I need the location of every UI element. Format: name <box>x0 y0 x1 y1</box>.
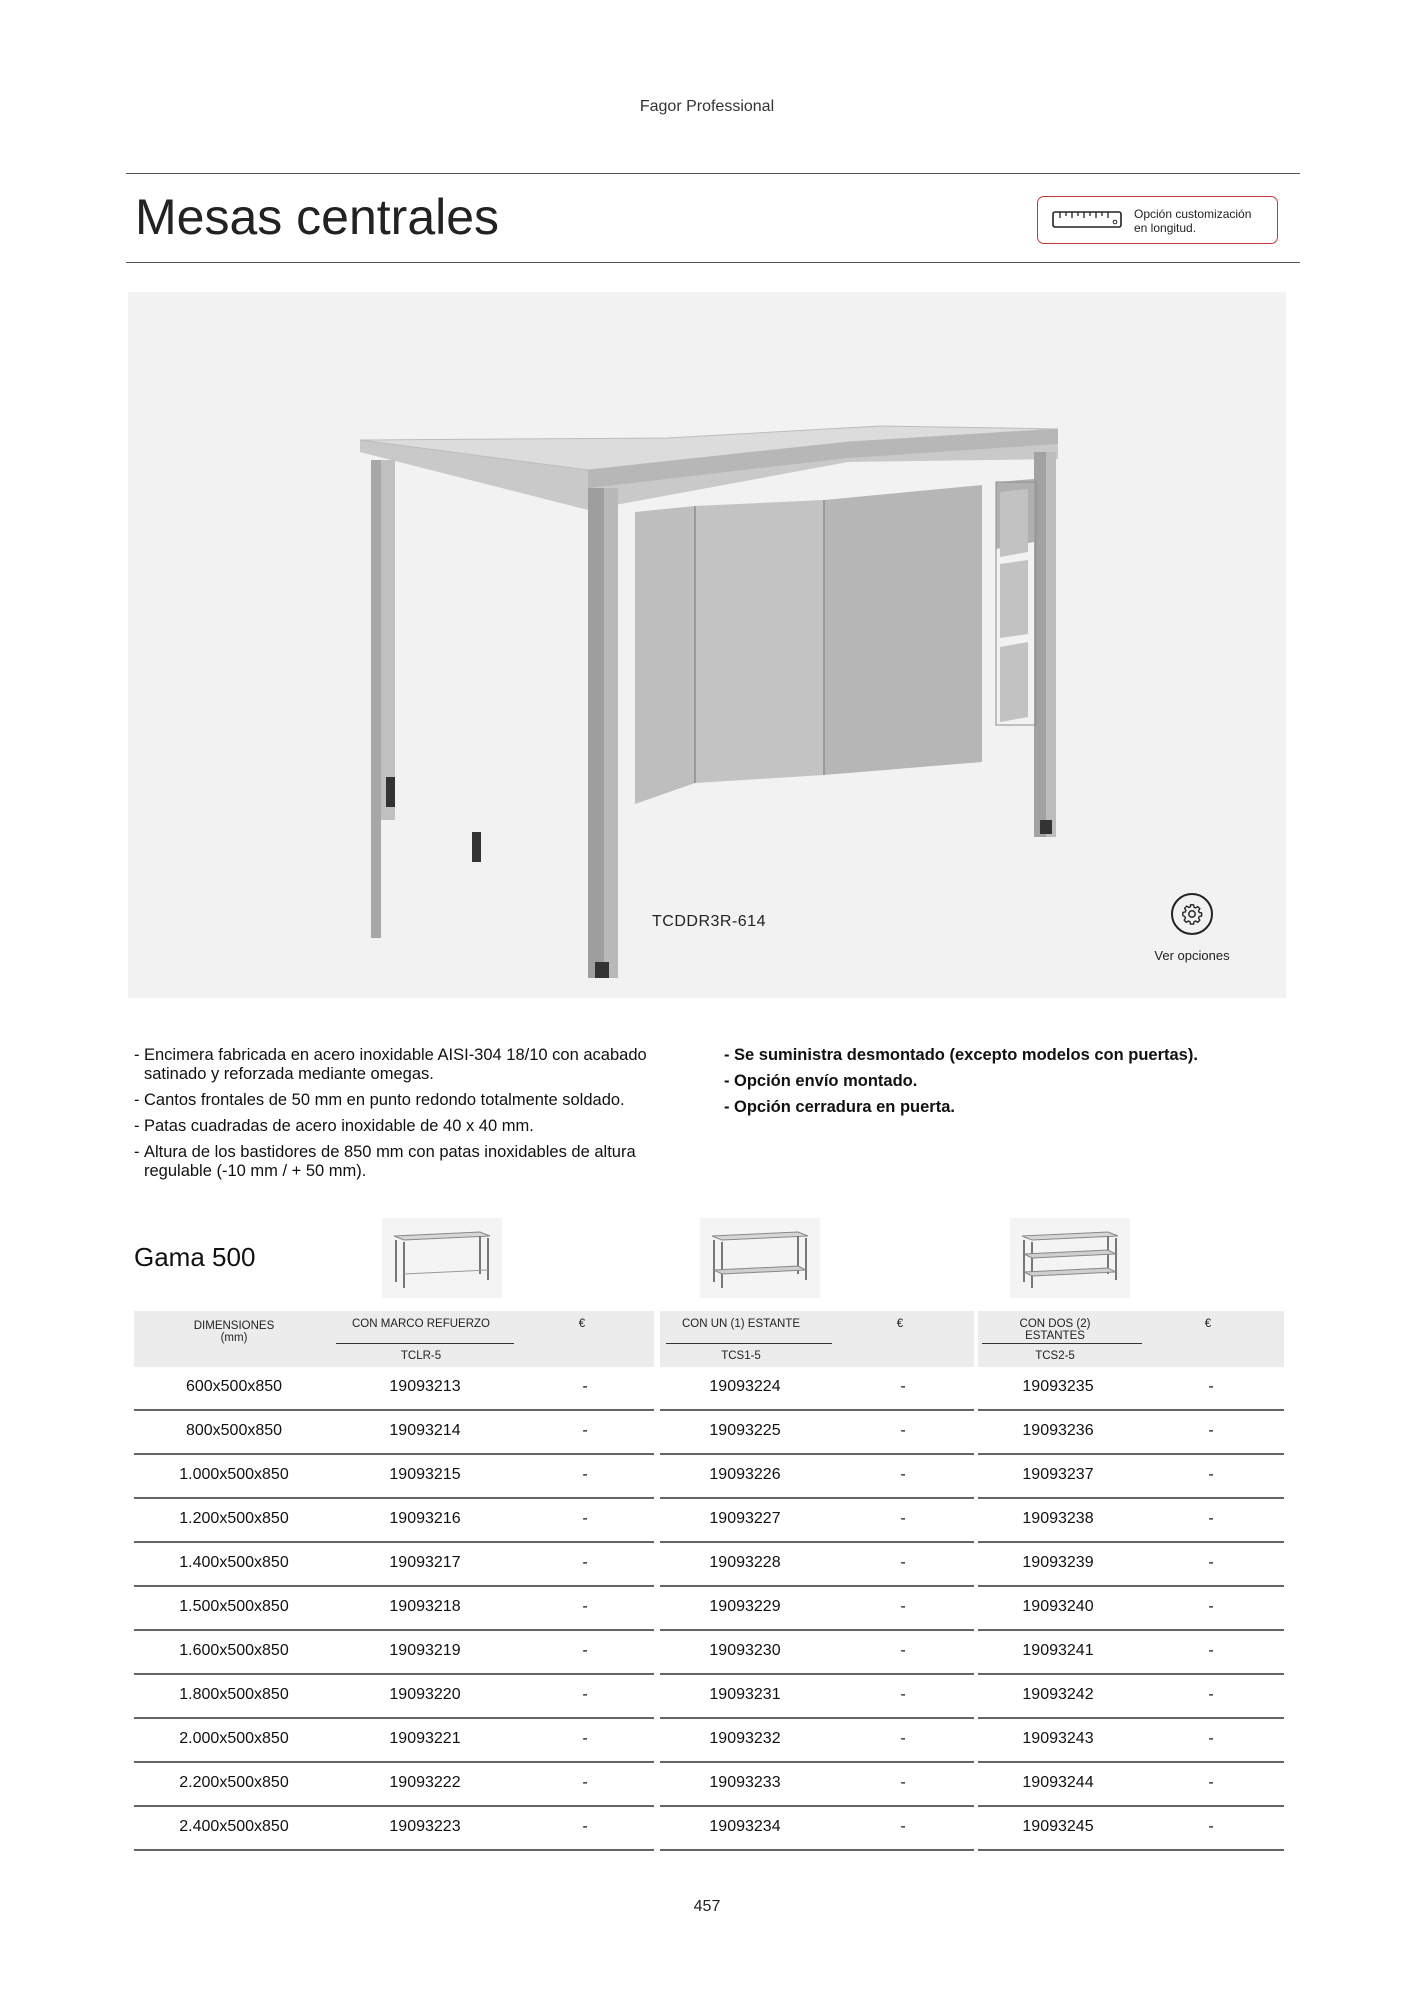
feature-item: - Altura de los bastidores de 850 mm con patas inoxidables de altura regulable (-10 mm / + 50 mm). <box>134 1143 636 1180</box>
price-cell: - <box>582 1378 588 1395</box>
row-divider <box>134 1585 654 1587</box>
price-cell: - <box>1208 1686 1214 1703</box>
code-cell: 19093234 <box>709 1818 781 1835</box>
product-model-label: TCDDR3R-614 <box>652 913 766 930</box>
header-price: € <box>578 1318 586 1330</box>
feature-item: - Cantos frontales de 50 mm en punto redondo totalmente soldado. <box>134 1091 625 1109</box>
price-cell: - <box>1208 1730 1214 1747</box>
code-cell: 19093222 <box>389 1774 461 1791</box>
row-divider <box>134 1541 654 1543</box>
price-cell: - <box>900 1730 906 1747</box>
code-cell: 19093240 <box>1022 1598 1094 1615</box>
code-cell: 19093227 <box>709 1510 781 1527</box>
price-cell: - <box>582 1466 588 1483</box>
header-group-label: CON MARCO REFUERZO <box>352 1318 490 1330</box>
price-cell: - <box>582 1642 588 1659</box>
code-cell: 19093219 <box>389 1642 461 1659</box>
dimension-cell: 1.600x500x850 <box>179 1642 289 1659</box>
row-divider <box>978 1453 1284 1455</box>
row-divider <box>660 1541 974 1543</box>
customization-option-text: Opción customización en longitud. <box>1134 207 1252 235</box>
header-underline <box>666 1343 832 1344</box>
gear-icon <box>1181 903 1203 925</box>
code-cell: 19093238 <box>1022 1510 1094 1527</box>
table-one-shelf-thumbnail <box>700 1218 820 1298</box>
price-cell: - <box>582 1510 588 1527</box>
dimension-cell: 2.400x500x850 <box>179 1818 289 1835</box>
price-cell: - <box>1208 1510 1214 1527</box>
code-cell: 19093225 <box>709 1422 781 1439</box>
row-divider <box>134 1453 654 1455</box>
row-divider <box>660 1761 974 1763</box>
dimension-cell: 1.000x500x850 <box>179 1466 289 1483</box>
header-model-code: TCLR-5 <box>400 1350 442 1362</box>
header-price: € <box>896 1318 904 1330</box>
price-cell: - <box>582 1598 588 1615</box>
code-cell: 19093239 <box>1022 1554 1094 1571</box>
row-divider <box>978 1805 1284 1807</box>
code-cell: 19093244 <box>1022 1774 1094 1791</box>
row-divider <box>660 1409 974 1411</box>
price-cell: - <box>1208 1466 1214 1483</box>
range-title: Gama 500 <box>134 1242 256 1272</box>
feature-item-bold: - Opción cerradura en puerta. <box>724 1098 955 1116</box>
code-cell: 19093213 <box>389 1378 461 1395</box>
row-divider <box>660 1497 974 1499</box>
row-divider <box>134 1673 654 1675</box>
price-cell: - <box>582 1818 588 1835</box>
header-group-label: CON DOS (2) ESTANTES <box>1019 1318 1091 1342</box>
row-divider <box>978 1673 1284 1675</box>
price-cell: - <box>1208 1774 1214 1791</box>
code-cell: 19093233 <box>709 1774 781 1791</box>
row-divider <box>134 1849 654 1851</box>
price-cell: - <box>582 1422 588 1439</box>
ruler-icon <box>1052 208 1124 230</box>
price-cell: - <box>1208 1642 1214 1659</box>
code-cell: 19093229 <box>709 1598 781 1615</box>
dimension-cell: 1.500x500x850 <box>179 1598 289 1615</box>
code-cell: 19093231 <box>709 1686 781 1703</box>
price-cell: - <box>900 1554 906 1571</box>
feature-item: - Patas cuadradas de acero inoxidable de 40 x 40 mm. <box>134 1117 534 1135</box>
code-cell: 19093216 <box>389 1510 461 1527</box>
code-cell: 19093224 <box>709 1378 781 1395</box>
code-cell: 19093221 <box>389 1730 461 1747</box>
price-cell: - <box>1208 1598 1214 1615</box>
header-price: € <box>1204 1318 1212 1330</box>
product-photo <box>128 292 1286 998</box>
code-cell: 19093237 <box>1022 1466 1094 1483</box>
dimension-cell: 1.800x500x850 <box>179 1686 289 1703</box>
row-divider <box>978 1409 1284 1411</box>
code-cell: 19093232 <box>709 1730 781 1747</box>
price-cell: - <box>1208 1818 1214 1835</box>
code-cell: 19093241 <box>1022 1642 1094 1659</box>
feature-item: - Encimera fabricada en acero inoxidable AISI-304 18/10 con acabado satinado y reforzada mediante omegas. <box>134 1046 647 1083</box>
row-divider <box>660 1717 974 1719</box>
row-divider <box>978 1629 1284 1631</box>
cabinet-table-illustration <box>128 292 1286 998</box>
code-cell: 19093245 <box>1022 1818 1094 1835</box>
row-divider <box>978 1849 1284 1851</box>
code-cell: 19093242 <box>1022 1686 1094 1703</box>
dimension-cell: 2.200x500x850 <box>179 1774 289 1791</box>
customization-option-badge <box>1037 196 1278 244</box>
dimension-cell: 600x500x850 <box>185 1378 283 1395</box>
code-cell: 19093217 <box>389 1554 461 1571</box>
row-divider <box>134 1629 654 1631</box>
header-group-label: CON UN (1) ESTANTE <box>682 1318 800 1330</box>
price-cell: - <box>900 1510 906 1527</box>
price-cell: - <box>900 1686 906 1703</box>
code-cell: 19093236 <box>1022 1422 1094 1439</box>
feature-item-bold: - Opción envío montado. <box>724 1072 918 1090</box>
title-divider <box>126 262 1300 263</box>
dimension-cell: 2.000x500x850 <box>179 1730 289 1747</box>
header-dimensions: DIMENSIONES (mm) <box>193 1320 275 1344</box>
price-cell: - <box>900 1598 906 1615</box>
row-divider <box>660 1629 974 1631</box>
price-cell: - <box>1208 1422 1214 1439</box>
code-cell: 19093230 <box>709 1642 781 1659</box>
header-underline <box>336 1343 514 1344</box>
price-cell: - <box>582 1686 588 1703</box>
price-cell: - <box>582 1774 588 1791</box>
view-options-button[interactable] <box>1171 893 1213 935</box>
row-divider <box>660 1849 974 1851</box>
code-cell: 19093220 <box>389 1686 461 1703</box>
price-cell: - <box>900 1774 906 1791</box>
dimension-cell: 800x500x850 <box>185 1422 283 1439</box>
features-list-right <box>724 1046 1284 1124</box>
table-reinforced-frame-thumbnail <box>382 1218 502 1298</box>
brand-header: Fagor Professional <box>639 98 775 115</box>
row-divider <box>978 1497 1284 1499</box>
price-cell: - <box>900 1642 906 1659</box>
code-cell: 19093218 <box>389 1598 461 1615</box>
header-underline <box>982 1343 1142 1344</box>
row-divider <box>660 1585 974 1587</box>
row-divider <box>134 1805 654 1807</box>
view-options-label[interactable]: Ver opciones <box>1154 948 1230 963</box>
code-cell: 19093228 <box>709 1554 781 1571</box>
row-divider <box>978 1761 1284 1763</box>
code-cell: 19093223 <box>389 1818 461 1835</box>
price-cell: - <box>900 1818 906 1835</box>
top-divider <box>126 173 1300 174</box>
row-divider <box>134 1497 654 1499</box>
code-cell: 19093215 <box>389 1466 461 1483</box>
page-title: Mesas centrales <box>135 189 500 245</box>
row-divider <box>978 1541 1284 1543</box>
row-divider <box>978 1717 1284 1719</box>
dimension-cell: 1.200x500x850 <box>179 1510 289 1527</box>
row-divider <box>134 1717 654 1719</box>
row-divider <box>134 1761 654 1763</box>
price-cell: - <box>900 1422 906 1439</box>
code-cell: 19093235 <box>1022 1378 1094 1395</box>
table-two-shelves-thumbnail <box>1010 1218 1130 1298</box>
header-model-code: TCS1-5 <box>721 1350 761 1362</box>
price-cell: - <box>900 1378 906 1395</box>
code-cell: 19093214 <box>389 1422 461 1439</box>
price-cell: - <box>582 1730 588 1747</box>
code-cell: 19093226 <box>709 1466 781 1483</box>
price-cell: - <box>1208 1554 1214 1571</box>
price-cell: - <box>1208 1378 1214 1395</box>
price-cell: - <box>582 1554 588 1571</box>
page-number: 457 <box>693 1898 721 1915</box>
price-cell: - <box>900 1466 906 1483</box>
features-list-left <box>134 1046 704 1188</box>
row-divider <box>660 1673 974 1675</box>
row-divider <box>660 1453 974 1455</box>
row-divider <box>660 1805 974 1807</box>
row-divider <box>134 1409 654 1411</box>
header-model-code: TCS2-5 <box>1035 1350 1075 1362</box>
feature-item-bold: - Se suministra desmontado (excepto modelos con puertas). <box>724 1046 1198 1064</box>
dimension-cell: 1.400x500x850 <box>179 1554 289 1571</box>
code-cell: 19093243 <box>1022 1730 1094 1747</box>
row-divider <box>978 1585 1284 1587</box>
